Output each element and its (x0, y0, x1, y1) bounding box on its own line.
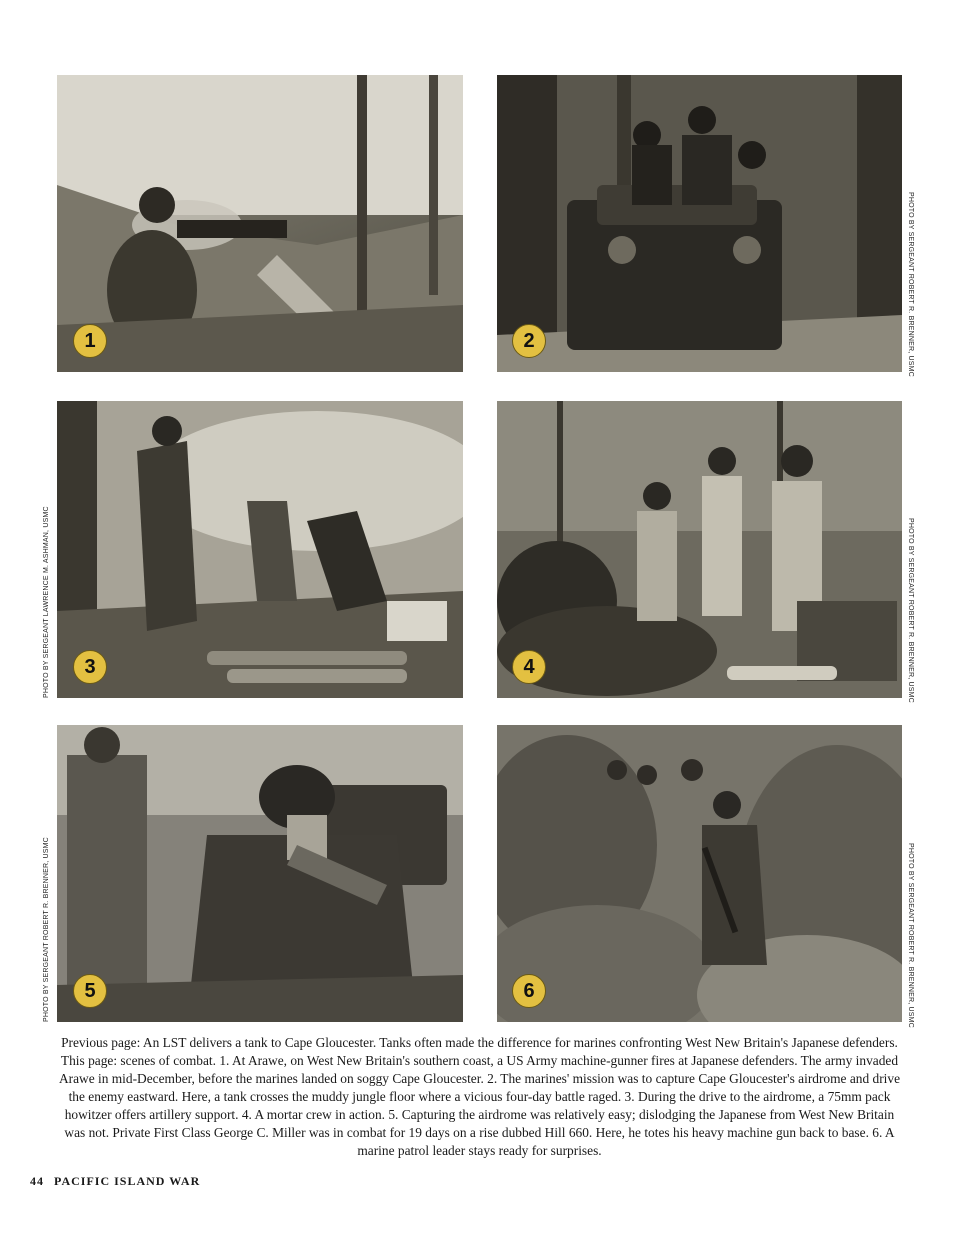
photo-credit: PHOTO BY SERGEANT LAWRENCE M. ASHMAN, USMC (43, 506, 50, 698)
publication-title: PACIFIC ISLAND WAR (54, 1174, 201, 1188)
photo-credit: PHOTO BY SERGEANT ROBERT R. BRENNER, USMC (43, 837, 50, 1022)
photo-mortar-crew (497, 401, 902, 698)
photo-tank (497, 75, 902, 372)
photo-2-image (497, 75, 902, 372)
photo-5-image (57, 725, 463, 1022)
photo-jungle-patrol (497, 725, 902, 1022)
photo-4-image (497, 401, 902, 698)
photo-number-badge: 5 (73, 974, 107, 1008)
photo-credit: PHOTO BY SERGEANT ROBERT R. BRENNER, USMC (907, 843, 914, 1028)
photo-credit: PHOTO BY SERGEANT ROBERT R. BRENNER, USMC (907, 192, 914, 377)
photo-number-badge: 3 (73, 650, 107, 684)
photo-pack-howitzer (57, 401, 463, 698)
photo-credit: PHOTO BY SERGEANT ROBERT R. BRENNER, USMC (907, 518, 914, 703)
photo-6-image (497, 725, 902, 1022)
photo-1-image (57, 75, 463, 372)
photo-machine-gunner (57, 75, 463, 372)
photo-number-badge: 6 (512, 974, 546, 1008)
photo-caption: Previous page: An LST delivers a tank to Cape Gloucester. Tanks often made the difference for marines confronting West New Britain's Japanese defenders. This page: scenes of combat. 1. At Arawe, on West New Britain's southern coast, a US Army machine-gunner fires at Japanese defenders. The army invaded Arawe in mid-December, before the marines landed on soggy Cape Gloucester. 2. The marines' mission was to capture Cape Gloucester's airdrome and drive the enemy eastward. Here, a tank crosses the muddy jungle floor where a vicious four-day battle raged. 3. During the drive to the airdrome, a 75mm pack howitzer offers artillery support. 4. A mortar crew in action. 5. Capturing the airdrome was relatively easy; dislodging the Japanese from West New Britain was not. Private First Class George C. Miller was in combat for 19 days on a rise dubbed Hill 660. Here, he totes his heavy machine gun back to base. 6. A marine patrol leader stays ready for surprises. (58, 1035, 901, 1158)
page-number: 44 (30, 1174, 44, 1188)
photo-number-badge: 4 (512, 650, 546, 684)
photo-3-image (57, 401, 463, 698)
photo-marine-carrying-gun (57, 725, 463, 1022)
photo-number-badge: 1 (73, 324, 107, 358)
photo-number-badge: 2 (512, 324, 546, 358)
page-footer (30, 1174, 200, 1189)
